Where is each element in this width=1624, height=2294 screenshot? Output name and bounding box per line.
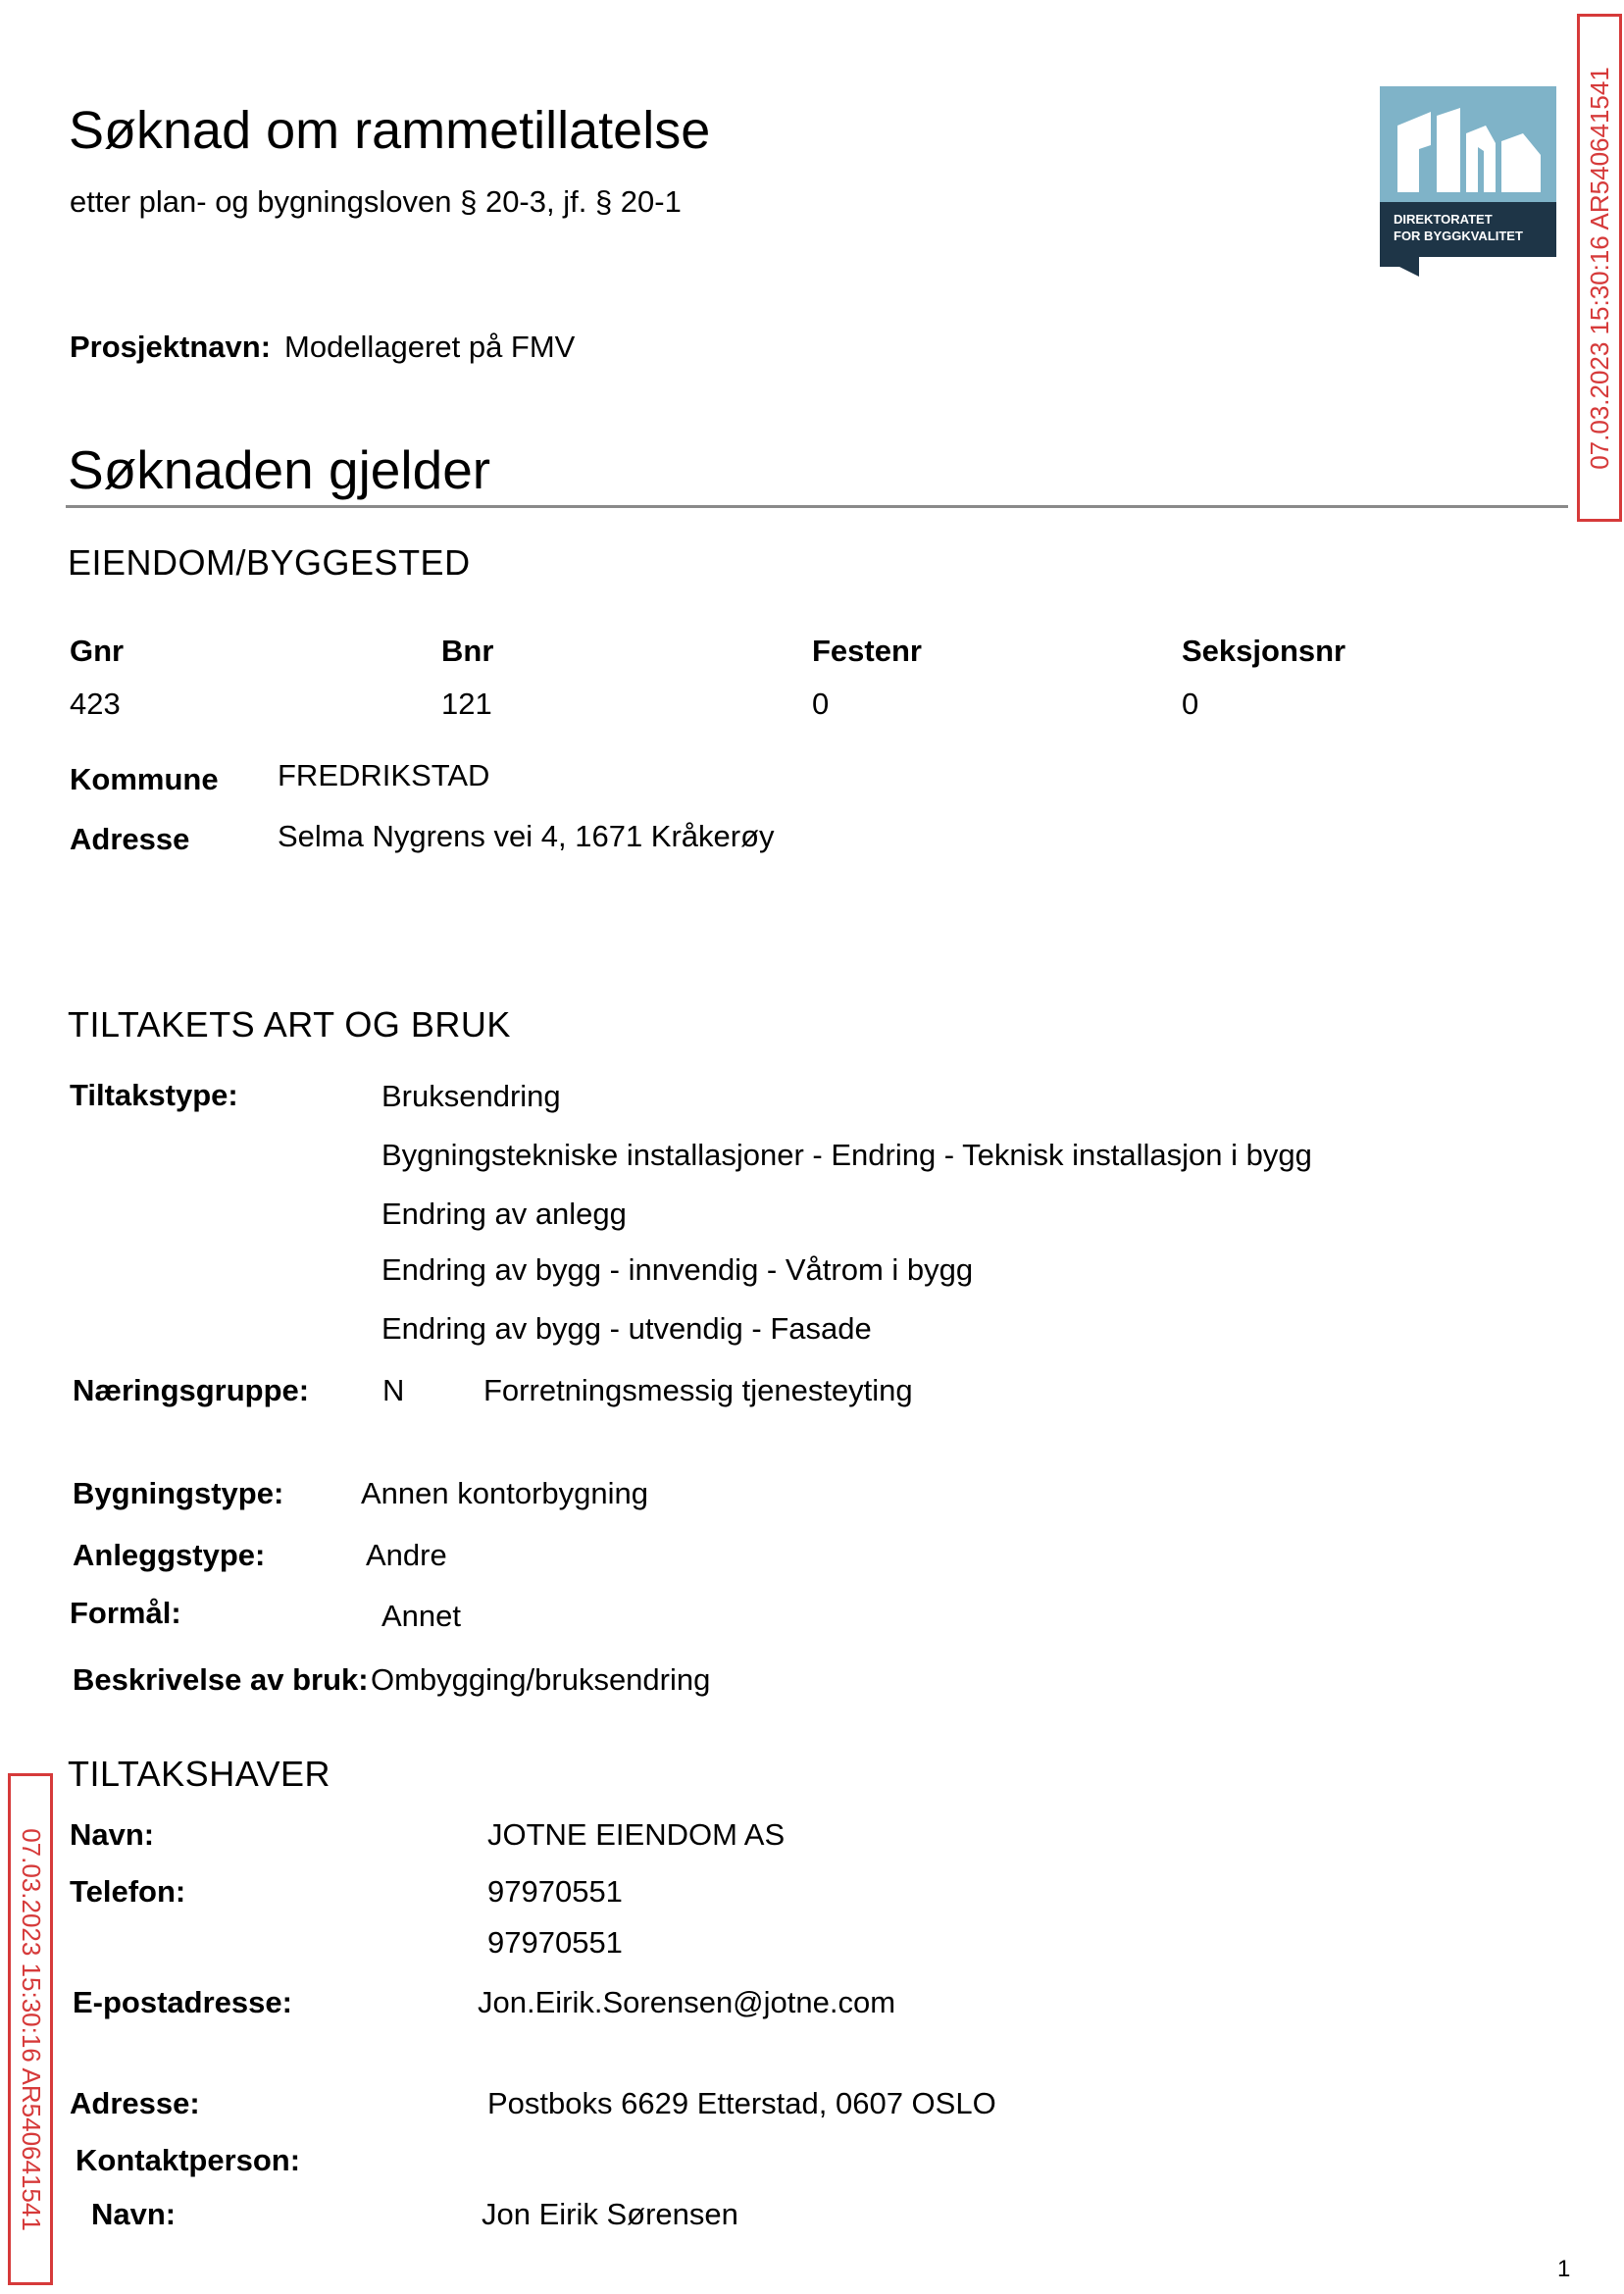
- tiltakshaver-adresse-label: Adresse:: [70, 2086, 200, 2120]
- dibk-logo: [1380, 86, 1556, 277]
- beskrivelse-label: Beskrivelse av bruk:: [73, 1662, 369, 1697]
- anleggstype-label: Anleggstype:: [73, 1538, 266, 1572]
- naeringsgruppe-code: N: [382, 1373, 405, 1407]
- tiltakstype-item: Endring av anlegg: [381, 1197, 627, 1231]
- tiltakshaver-heading: TILTAKSHAVER: [68, 1754, 331, 1794]
- page-title: Søknad om rammetillatelse: [69, 101, 711, 160]
- festenr-label: Festenr: [812, 634, 922, 668]
- formal-label: Formål:: [70, 1596, 181, 1630]
- tiltakshaver-adresse-value: Postboks 6629 Etterstad, 0607 OSLO: [487, 2086, 996, 2120]
- tiltakshaver-navn-value: JOTNE EIENDOM AS: [487, 1817, 786, 1852]
- adresse-value: Selma Nygrens vei 4, 1671 Kråkerøy: [278, 819, 775, 853]
- page-number: 1: [1557, 2256, 1571, 2282]
- gnr-value: 423: [70, 687, 121, 721]
- stamp-text-right: 07.03.2023 15:30:16 AR540641541: [1584, 66, 1614, 470]
- bygningstype-label: Bygningstype:: [73, 1476, 284, 1510]
- naeringsgruppe-label: Næringsgruppe:: [73, 1373, 310, 1407]
- stamp-text-left: 07.03.2023 15:30:16 AR540641541: [16, 1827, 46, 2231]
- tiltakstype-item: Bruksendring: [381, 1079, 561, 1113]
- epost-label: E-postadresse:: [73, 1985, 292, 2019]
- page-subtitle: etter plan- og bygningsloven § 20-3, jf. § 20-1: [70, 184, 682, 219]
- section-heading-soknaden: Søknaden gjelder: [68, 439, 491, 500]
- archive-stamp-right: [1577, 14, 1622, 522]
- logo-text-line1: DIREKTORATET: [1394, 212, 1493, 227]
- telefon-value-2: 97970551: [487, 1925, 623, 1960]
- bygningstype-value: Annen kontorbygning: [361, 1476, 649, 1510]
- kontakt-navn-value: Jon Eirik Sørensen: [482, 2197, 738, 2231]
- tiltakstype-item: Endring av bygg - utvendig - Fasade: [381, 1311, 872, 1346]
- telefon-value: 97970551: [487, 1874, 623, 1909]
- tiltak-heading: TILTAKETS ART OG BRUK: [68, 1004, 511, 1045]
- kommune-label: Kommune: [70, 762, 219, 796]
- formal-value: Annet: [381, 1599, 462, 1633]
- tiltakshaver-navn-label: Navn:: [70, 1817, 155, 1852]
- adresse-label: Adresse: [70, 822, 190, 856]
- naeringsgruppe-value: Forretningsmessig tjenesteyting: [483, 1373, 913, 1407]
- archive-stamp-left: [8, 1773, 53, 2285]
- kontakt-navn-label: Navn:: [91, 2197, 177, 2231]
- tiltakstype-label: Tiltakstype:: [70, 1078, 238, 1112]
- kommune-value: FREDRIKSTAD: [278, 758, 490, 792]
- logo-text-line2: FOR BYGGKVALITET: [1394, 229, 1523, 243]
- seksjonsnr-label: Seksjonsnr: [1182, 634, 1346, 668]
- bnr-label: Bnr: [441, 634, 494, 668]
- seksjonsnr-value: 0: [1182, 687, 1199, 721]
- project-name-value: Modellageret på FMV: [284, 330, 576, 364]
- kontaktperson-label: Kontaktperson:: [76, 2143, 301, 2177]
- eiendom-heading: EIENDOM/BYGGESTED: [68, 542, 471, 583]
- project-name-label: Prosjektnavn:: [70, 330, 272, 364]
- anleggstype-value: Andre: [366, 1538, 447, 1572]
- tiltakstype-item: Endring av bygg - innvendig - Våtrom i bygg: [381, 1252, 974, 1287]
- gnr-label: Gnr: [70, 634, 125, 668]
- festenr-value: 0: [812, 687, 830, 721]
- section-divider: [66, 505, 1568, 508]
- telefon-label: Telefon:: [70, 1874, 186, 1909]
- tiltakstype-item: Bygningstekniske installasjoner - Endring - Teknisk installasjon i bygg: [381, 1138, 1312, 1172]
- bnr-value: 121: [441, 687, 492, 721]
- epost-value: Jon.Eirik.Sorensen@jotne.com: [478, 1985, 896, 2019]
- beskrivelse-value: Ombygging/bruksendring: [371, 1662, 711, 1697]
